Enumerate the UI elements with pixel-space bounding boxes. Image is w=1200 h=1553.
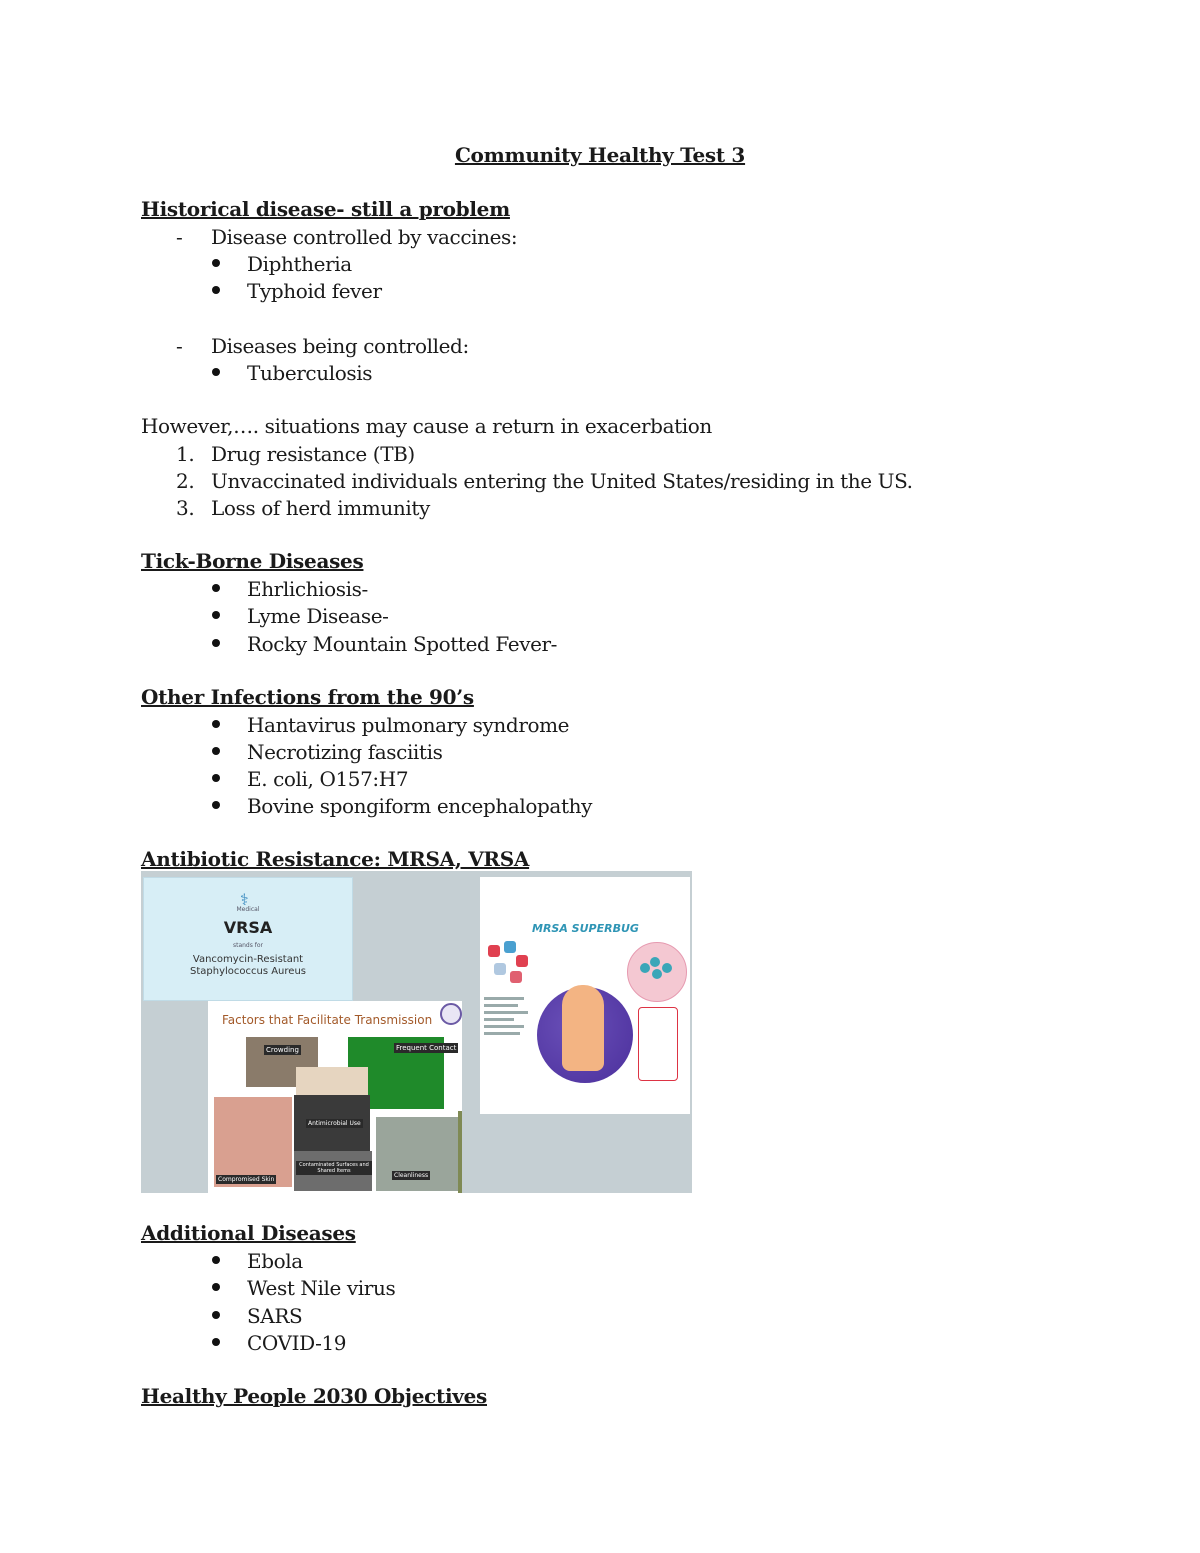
mrsa-title: MRSA SUPERBUG (532, 922, 639, 935)
list-item: Tuberculosis (247, 361, 373, 385)
bullet-icon (212, 286, 220, 294)
list-item: Hantavirus pulmonary syndrome (247, 713, 570, 737)
numbered-item: Drug resistance (TB) (211, 442, 415, 466)
list-item: Necrotizing fasciitis (247, 740, 443, 764)
bullet-icon (212, 259, 220, 267)
vrsa-title: VRSA (223, 918, 273, 937)
factor-label: Antimicrobial Use (308, 1120, 361, 1127)
list-item: Diphtheria (247, 252, 352, 276)
list-item: Diseases being controlled: (211, 334, 469, 358)
list-item: SARS (247, 1304, 303, 1328)
mrsa-superbug-image (480, 877, 690, 1114)
factor-label: Crowding (266, 1046, 299, 1054)
compromised-skin-photo (214, 1097, 292, 1187)
list-item: Disease controlled by vaccines: (211, 225, 518, 249)
numbered-item: Unvaccinated individuals entering the United States/residing in the US. (211, 469, 913, 493)
bullet-icon (212, 584, 220, 592)
decorative-strip (458, 1111, 462, 1193)
factor-label: Contaminated Surfaces and Shared Items (296, 1161, 372, 1175)
vrsa-stands-for: stands for (232, 942, 264, 949)
list-item: Rocky Mountain Spotted Fever- (247, 632, 558, 656)
factor-label: Frequent Contact (396, 1044, 457, 1052)
numbered-item: Loss of herd immunity (211, 496, 430, 520)
numbered-marker: 2. (176, 469, 195, 493)
list-item: Bovine spongiform encephalopathy (247, 794, 592, 818)
numbered-marker: 1. (176, 442, 195, 466)
vrsa-subtitle-line2: Staphylococcus Aureus (189, 966, 306, 977)
heading-healthy-people-2030: Healthy People 2030 Objectives (141, 1384, 487, 1408)
list-item: Typhoid fever (247, 279, 382, 303)
heading-antibiotic-resistance: Antibiotic Resistance: MRSA, VRSA (141, 847, 530, 871)
bullet-icon (212, 1283, 220, 1291)
caduceus-icon: ⚕ (240, 890, 249, 909)
heading-additional-diseases: Additional Diseases (141, 1221, 356, 1245)
antibiotic-image-collage (141, 871, 692, 1193)
factors-title: Factors that Facilitate Transmission (222, 1013, 433, 1027)
vrsa-subtitle (144, 954, 352, 978)
leg-illustration (562, 985, 604, 1071)
bullet-icon (212, 611, 220, 619)
document-title: Community Healthy Test 3 (454, 143, 746, 167)
dash-marker: - (176, 225, 183, 249)
bullet-icon (212, 1338, 220, 1346)
list-item: Ehrlichiosis- (247, 577, 368, 601)
bullet-icon (212, 368, 220, 376)
bullet-icon (212, 639, 220, 647)
dash-marker: - (176, 334, 183, 358)
numbered-marker: 3. (176, 496, 195, 520)
factors-transmission-image (208, 1001, 462, 1193)
factor-label: Cleanliness (394, 1172, 429, 1179)
list-item: E. coli, O157:H7 (247, 767, 409, 791)
factor-label: Compromised Skin (218, 1176, 275, 1183)
seal-icon (440, 1003, 462, 1025)
list-item: Lyme Disease- (247, 604, 389, 628)
pills-icon (486, 941, 530, 985)
mrsa-info-list (484, 997, 530, 1077)
bullet-icon (212, 747, 220, 755)
paragraph-however: However,…. situations may cause a return in exacerbation (141, 414, 712, 438)
list-item: COVID-19 (247, 1331, 347, 1355)
list-item: Ebola (247, 1249, 303, 1273)
hospital-info-box (638, 1007, 678, 1081)
heading-other-infections: Other Infections from the 90’s (141, 685, 474, 709)
bullet-icon (212, 720, 220, 728)
vrsa-subtitle-line1: Vancomycin-Resistant (192, 954, 304, 965)
heading-tick-borne: Tick-Borne Diseases (141, 549, 364, 573)
bullet-icon (212, 1256, 220, 1264)
heading-historical-disease: Historical disease- still a problem (141, 197, 510, 221)
list-item: West Nile virus (247, 1276, 396, 1300)
bullet-icon (212, 1311, 220, 1319)
bacteria-cluster-icon (640, 957, 670, 983)
vrsa-image (143, 877, 353, 1001)
vrsa-brand: Medical (236, 906, 260, 913)
bullet-icon (212, 801, 220, 809)
bullet-icon (212, 774, 220, 782)
